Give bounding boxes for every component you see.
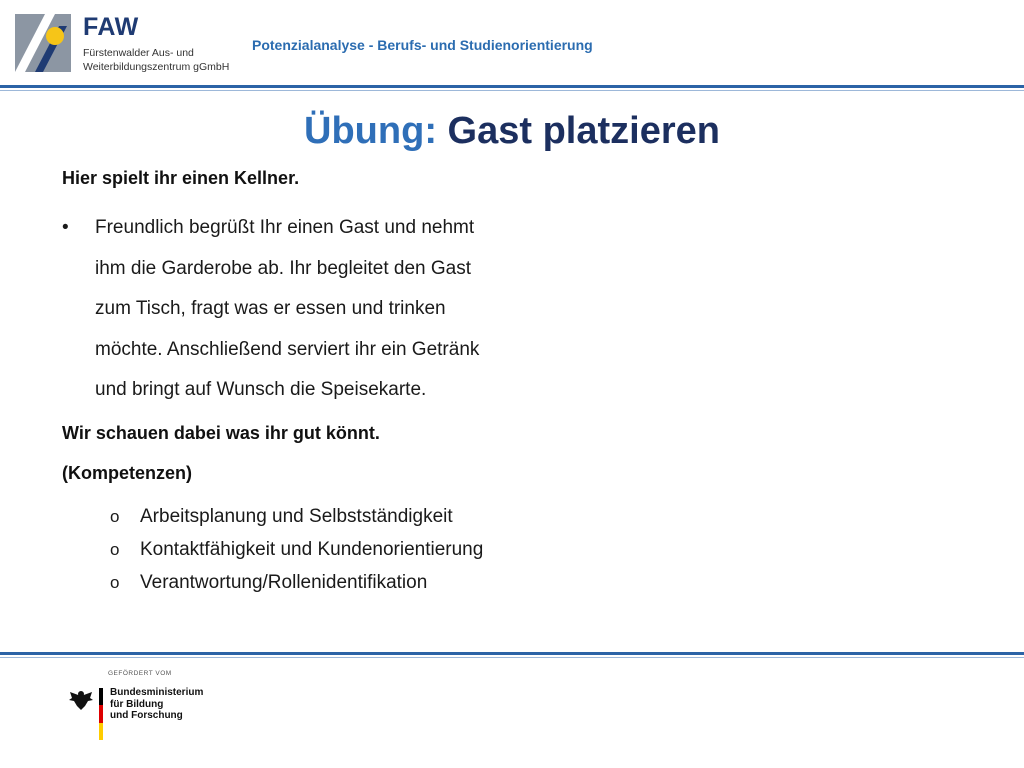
header-title: Potenzialanalyse - Berufs- und Studienorientierung <box>252 37 593 53</box>
intro-text: Hier spielt ihr einen Kellner. <box>62 168 300 188</box>
ministry-line: Bundesministerium <box>110 687 204 698</box>
faw-logo-icon <box>15 14 71 72</box>
footer-divider <box>0 652 1024 655</box>
header-divider <box>0 85 1024 88</box>
ministry-line: für Bildung <box>110 698 164 710</box>
competency-label: Kontaktfähigkeit und Kundenorientierung <box>140 538 484 560</box>
list-item <box>110 566 483 599</box>
task-line: und bringt auf Wunsch die Speisekarte. <box>95 379 427 400</box>
task-line: zum Tisch, fragt was er essen und trinken <box>95 298 446 319</box>
ministry-line: und Forschung <box>110 710 183 721</box>
task-description <box>95 208 585 411</box>
german-flag-icon <box>99 688 103 740</box>
list-item <box>110 533 483 566</box>
federal-eagle-icon <box>68 688 94 712</box>
task-line: Freundlich begrüßt Ihr einen Gast und nehmt <box>95 217 475 238</box>
competency-label: Verantwortung/Rollenidentifikation <box>140 571 428 593</box>
slide-title <box>0 110 1024 153</box>
slide-title-prefix: Übung: <box>304 110 437 152</box>
header-divider-thin <box>0 90 1024 91</box>
org-name-line2: Weiterbildungszentrum gGmbH <box>83 61 230 73</box>
competency-label: Arbeitsplanung und Selbstständigkeit <box>140 505 453 527</box>
brand-name: FAW <box>83 13 139 41</box>
circle-bullet-icon: o <box>110 539 120 559</box>
observation-note: Wir schauen dabei was ihr gut könnt. <box>62 423 380 443</box>
sponsor-logo <box>55 662 227 752</box>
task-line: möchte. Anschließend serviert ihr ein Getränk <box>95 338 480 360</box>
competency-list <box>110 500 483 599</box>
bullet-icon: • <box>62 217 69 238</box>
circle-bullet-icon: o <box>110 506 120 526</box>
slide-title-main: Gast platzieren <box>447 110 720 152</box>
footer-divider-thin <box>0 657 1024 658</box>
task-line: ihm die Garderobe ab. Ihr begleitet den Gast <box>95 257 472 279</box>
org-name-line1: Fürstenwalder Aus- und <box>83 47 194 59</box>
competencies-heading: (Kompetenzen) <box>62 463 192 483</box>
list-item <box>110 500 483 533</box>
ministry-name <box>110 687 203 722</box>
circle-bullet-icon: o <box>110 572 120 592</box>
sponsor-label: GEFÖRDERT VOM <box>108 670 172 677</box>
